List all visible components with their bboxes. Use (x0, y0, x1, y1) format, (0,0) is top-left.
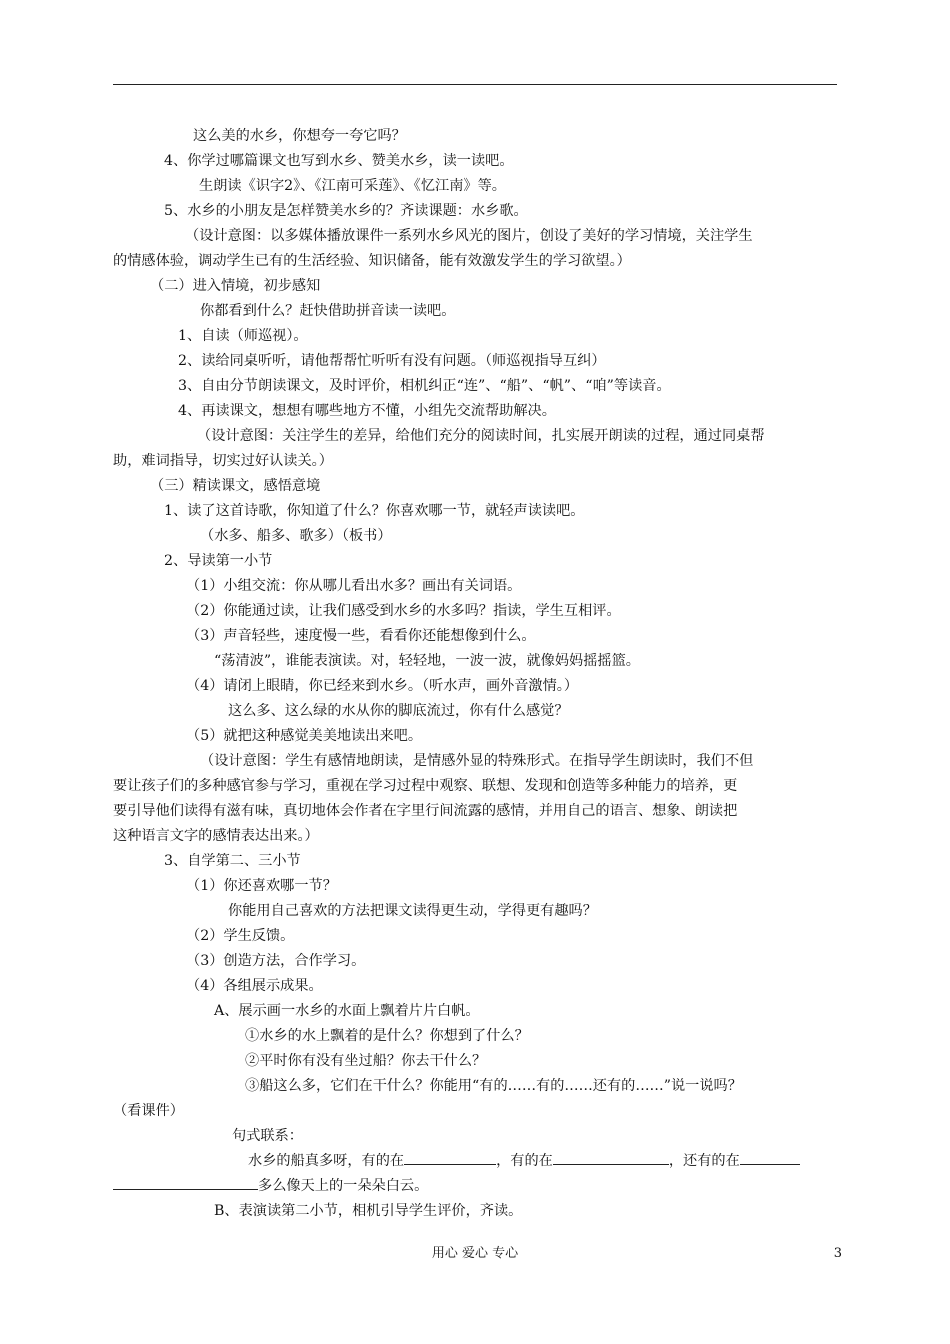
text-line: 3、自学第二、三小节 (164, 853, 301, 869)
text-line: 5、水乡的小朋友是怎样赞美水乡的？齐读课题：水乡歌。 (164, 203, 528, 219)
footer-text: 用心 爱心 专心 (431, 1246, 519, 1261)
text-line: （5）就把这种感觉美美地读出来吧。 (186, 728, 423, 744)
text-line: （水多、船多、歌多）（板书） (200, 528, 392, 544)
fill-in-sentence (248, 1149, 800, 1173)
blank-line (404, 1150, 496, 1165)
text-line: 1、读了这首诗歌，你知道了什么？你喜欢哪一节，就轻声读读吧。 (164, 503, 585, 519)
blank-line (740, 1150, 800, 1165)
text-line: 1、自读（师巡视）。 (178, 328, 308, 344)
text-line: ②平时你有没有坐过船？你去干什么？ (245, 1053, 487, 1069)
text-line: “荡清波”，谁能表演读。对，轻轻地，一波一波，就像妈妈摇摇篮。 (214, 653, 640, 669)
text-line: ①水乡的水上飘着的是什么？你想到了什么？ (245, 1028, 529, 1044)
sentence-part: 水乡的船真多呀，有的在 (248, 1153, 405, 1169)
fill-in-sentence-cont (113, 1174, 428, 1198)
sentence-part: 多么像天上的一朵朵白云。 (258, 1178, 429, 1194)
text-line: （4）各组展示成果。 (186, 978, 323, 994)
page-number: 3 (833, 1246, 842, 1261)
text-line: 生朗读《识字2》、《江南可采莲》、《忆江南》等。 (199, 178, 506, 194)
sentence-part: ，还有的在 (668, 1153, 740, 1169)
sentence-part: ，有的在 (496, 1153, 553, 1169)
text-line: （2）学生反馈。 (186, 928, 295, 944)
text-line: （设计意图：以多媒体播放课件一系列水乡风光的图片，创设了美好的学习情境，关注学生 (185, 228, 753, 244)
text-line: （1）你还喜欢哪一节？ (186, 878, 337, 894)
text-line: （2）你能通过读，让我们感受到水乡的水多吗？指读，学生互相评。 (186, 603, 621, 619)
blank-line (113, 1175, 258, 1190)
text-line: A、展示画一水乡的水面上飘着片片白帆。 (214, 1003, 480, 1019)
text-line: （3）声音轻些，速度慢一些，看看你还能想像到什么。 (186, 628, 536, 644)
text-line: 2、导读第一小节 (164, 553, 273, 569)
text-line: 句式联系： (232, 1128, 303, 1144)
text-line: （设计意图：关注学生的差异，给他们充分的阅读时间，扎实展开朗读的过程，通过同桌帮 (197, 428, 765, 444)
text-line: （1）小组交流：你从哪儿看出水多？画出有关词语。 (186, 578, 522, 594)
text-line: 4、你学过哪篇课文也写到水乡、赞美水乡，读一读吧。 (164, 153, 514, 169)
text-line: 这种语言文字的感情表达出来。） (113, 828, 319, 844)
blank-line (553, 1150, 669, 1165)
text-line: 助，难词指导，切实过好认读关。） (113, 453, 333, 469)
text-line: （4）请闭上眼睛，你已经来到水乡。（听水声，画外音激情。） (186, 678, 579, 694)
text-line: B、表演读第二小节，相机引导学生评价，齐读。 (214, 1203, 523, 1219)
text-line: 这么美的水乡，你想夸一夸它吗？ (193, 128, 406, 144)
text-line: （看课件） (113, 1103, 184, 1119)
text-line: 4、再读课文，想想有哪些地方不懂，小组先交流帮助解决。 (178, 403, 556, 419)
text-line: 要引导他们读得有滋有味，真切地体会作者在字里行间流露的感情，并用自己的语言、想象、朗读把 (113, 803, 738, 819)
section-heading: （三）精读课文，感悟意境 (150, 478, 321, 494)
text-line: 3、自由分节朗读课文，及时评价，相机纠正“连”、“船”、“帆”、“咱”等读音。 (178, 378, 671, 394)
text-line: 要让孩子们的多种感官参与学习，重视在学习过程中观察、联想、发现和创造等多种能力的培养，更 (113, 778, 738, 794)
text-line: 你都看到什么？赶快借助拼音读一读吧。 (200, 303, 456, 319)
text-line: ③船这么多，它们在干什么？你能用“有的……有的……还有的……”说一说吗？ (245, 1078, 742, 1094)
text-line: 2、读给同桌听听，请他帮帮忙听听有没有问题。（师巡视指导互纠） (178, 353, 606, 369)
text-line: 这么多、这么绿的水从你的脚底流过，你有什么感觉？ (228, 703, 569, 719)
text-line: 的情感体验，调动学生已有的生活经验、知识储备，能有效激发学生的学习欲望。） (113, 253, 631, 269)
text-line: （3）创造方法，合作学习。 (186, 953, 366, 969)
text-line: 你能用自己喜欢的方法把课文读得更生动，学得更有趣吗？ (228, 903, 597, 919)
section-heading: （二）进入情境，初步感知 (150, 278, 321, 294)
header-rule (113, 84, 837, 85)
text-line: （设计意图：学生有感情地朗读，是情感外显的特殊形式。在指导学生朗读时，我们不但 (200, 753, 754, 769)
